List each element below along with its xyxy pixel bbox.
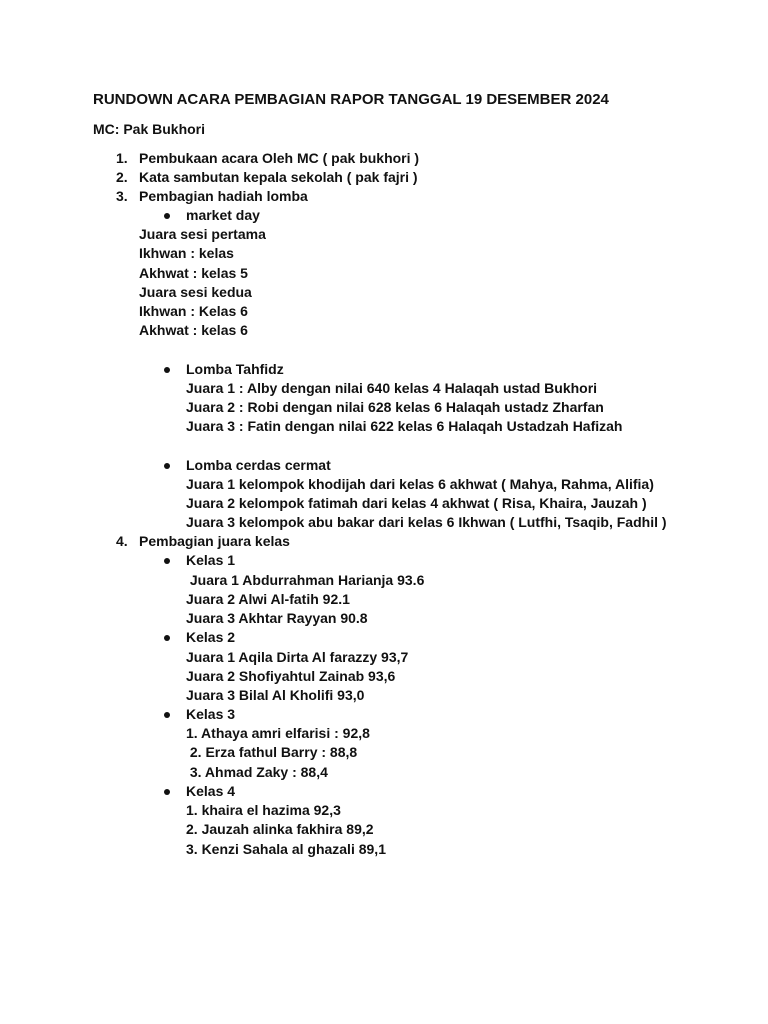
kelas-line: 1. khaira el hazima 92,3 [186,802,341,818]
market-day-line: Ikhwan : kelas [139,245,234,261]
kelas-label: Kelas 1 [186,552,236,568]
kelas-line: Juara 3 Bilal Al Kholifi 93,0 [186,687,365,703]
bullet-icon [164,213,170,219]
item-text: Kata sambutan kepala sekolah ( pak fajri ) [139,169,418,185]
market-day-line: Akhwat : kelas 5 [139,265,248,281]
bullet-icon [164,789,170,795]
item-text: Pembukaan acara Oleh MC ( pak bukhori ) [139,150,420,166]
item-number: 4. [116,533,128,549]
bullet-icon [164,558,170,564]
cerdas-cermat-line: Juara 1 kelompok khodijah dari kelas 6 akhwat ( Mahya, Rahma, Alifia) [186,476,654,492]
kelas-line: Juara 1 Abdurrahman Harianja 93.6 [186,572,425,588]
kelas-label: Kelas 2 [186,629,236,645]
tahfidz-line: Juara 1 : Alby dengan nilai 640 kelas 4 Halaqah ustad Bukhori [186,380,598,396]
item-text: Pembagian juara kelas [139,533,290,549]
kelas-line: Juara 2 Alwi Al-fatih 92.1 [186,591,350,607]
tahfidz-label: Lomba Tahfidz [186,361,284,377]
kelas-line: Juara 3 Akhtar Rayyan 90.8 [186,610,368,626]
cerdas-cermat-line: Juara 3 kelompok abu bakar dari kelas 6 Ikhwan ( Lutfhi, Tsaqib, Fadhil ) [186,514,667,530]
kelas-line: 3. Ahmad Zaky : 88,4 [186,764,328,780]
bullet-icon [164,712,170,718]
kelas-line: 3. Kenzi Sahala al ghazali 89,1 [186,841,386,857]
item-text: Pembagian hadiah lomba [139,188,308,204]
tahfidz-line: Juara 2 : Robi dengan nilai 628 kelas 6 Halaqah ustadz Zharfan [186,399,604,415]
kelas-line: 1. Athaya amri elfarisi : 92,8 [186,725,370,741]
kelas-line: 2. Jauzah alinka fakhira 89,2 [186,821,374,837]
kelas-label: Kelas 3 [186,706,236,722]
kelas-label: Kelas 4 [186,783,236,799]
market-day-label: market day [186,207,260,223]
bullet-icon [164,367,170,373]
market-day-line: Akhwat : kelas 6 [139,322,248,338]
kelas-line: Juara 2 Shofiyahtul Zainab 93,6 [186,668,396,684]
market-day-line: Juara sesi kedua [139,284,252,300]
market-day-line: Ikhwan : Kelas 6 [139,303,248,319]
mc-line: MC: Pak Bukhori [93,121,206,137]
cerdas-cermat-line: Juara 2 kelompok fatimah dari kelas 4 akhwat ( Risa, Khaira, Jauzah ) [186,495,647,511]
tahfidz-line: Juara 3 : Fatin dengan nilai 622 kelas 6 Halaqah Ustadzah Hafizah [186,418,623,434]
cerdas-cermat-label: Lomba cerdas cermat [186,457,331,473]
kelas-line: Juara 1 Aqila Dirta Al farazzy 93,7 [186,649,409,665]
kelas-line: 2. Erza fathul Barry : 88,8 [186,744,358,760]
item-number: 3. [116,188,128,204]
item-number: 1. [116,150,128,166]
market-day-line: Juara sesi pertama [139,226,266,242]
bullet-icon [164,635,170,641]
bullet-icon [164,463,170,469]
item-number: 2. [116,169,128,185]
document-title: RUNDOWN ACARA PEMBAGIAN RAPOR TANGGAL 19 DESEMBER 2024 [93,91,609,108]
